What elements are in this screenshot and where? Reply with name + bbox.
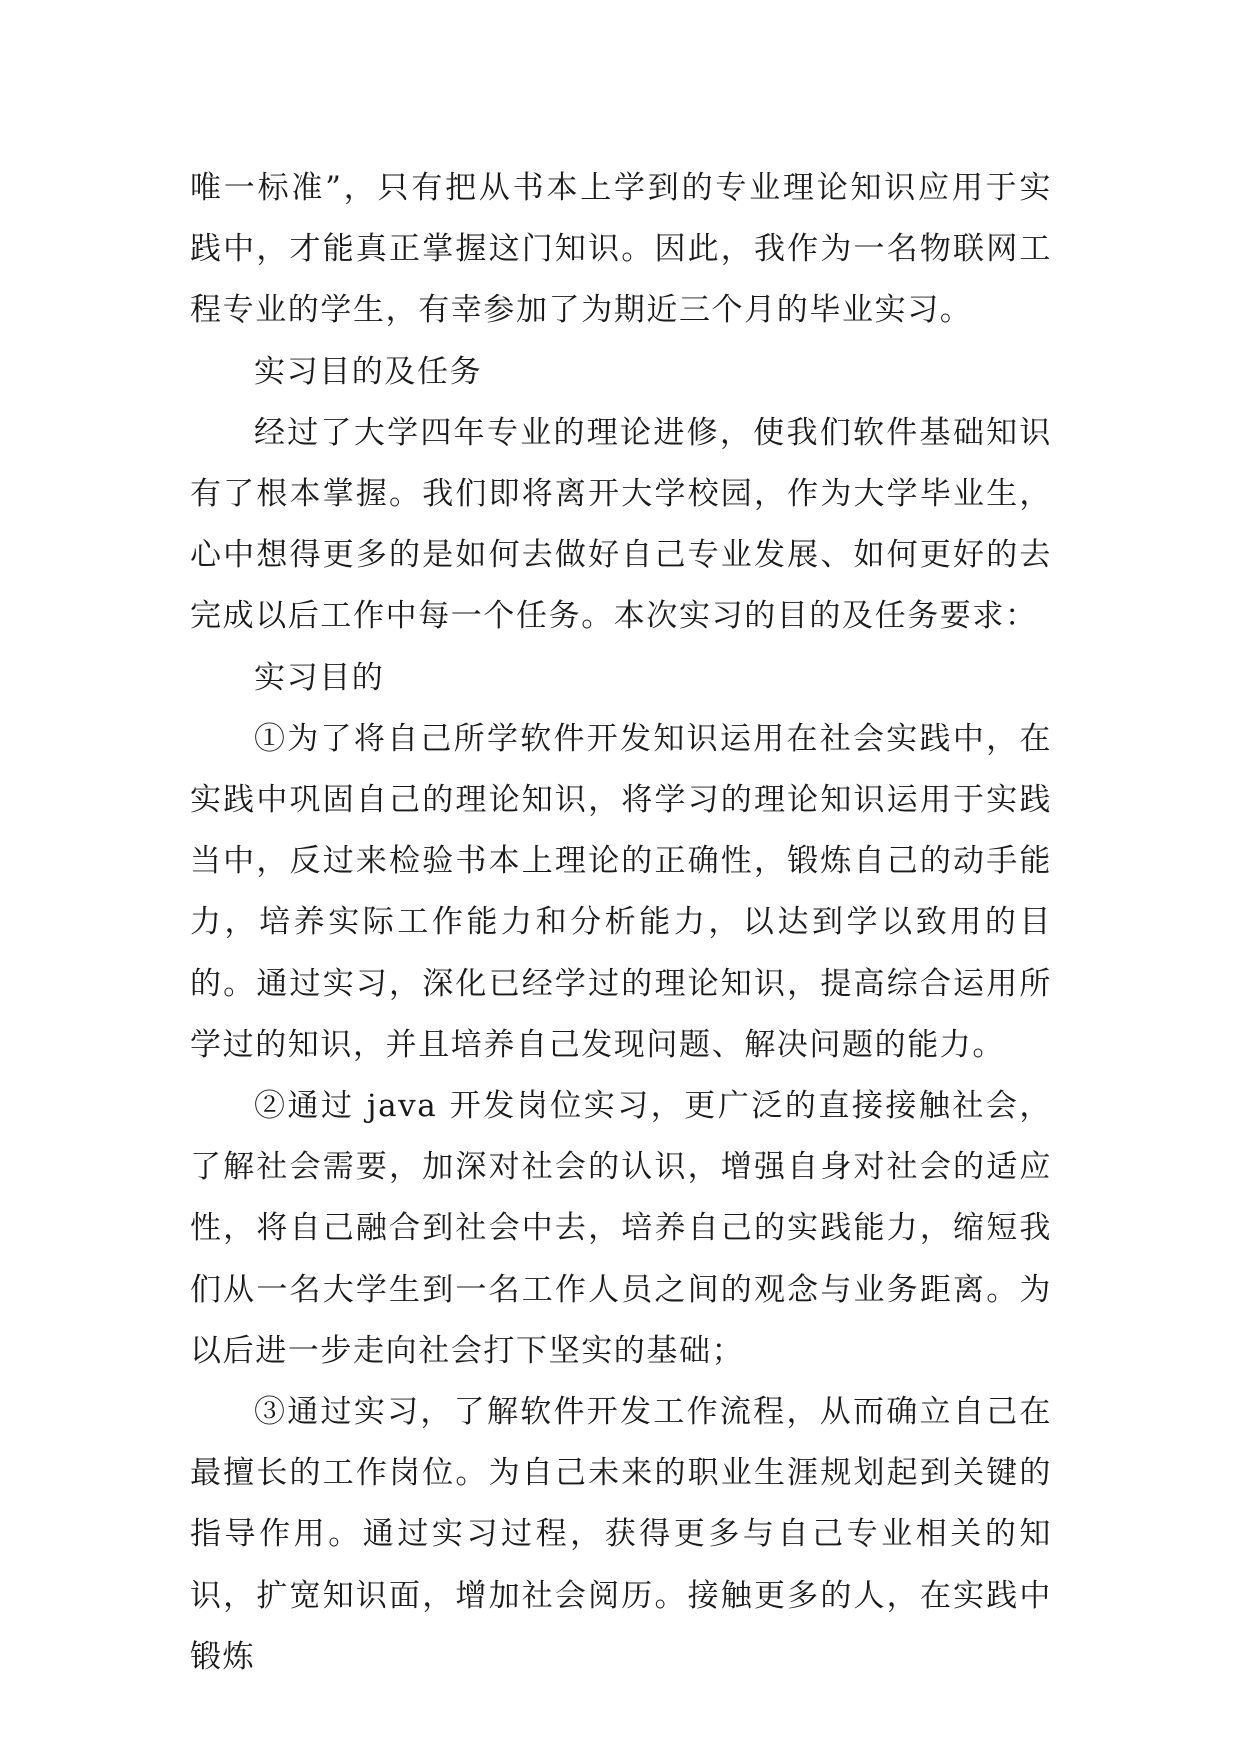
paragraph-item-2: ②通过 java 开发岗位实习，更广泛的直接接触社会，了解社会需要，加深对社会的认识，增强自身对社会的适应性，将自己融合到社会中去，培养自己的实践能力，缩短我们从一名大学生到一名工作人员之间的观念与业务距离。为以后进一步走向社会打下坚实的基础； bbox=[190, 1088, 1052, 1369]
document-body bbox=[190, 158, 1052, 1688]
paragraph-intro: 经过了大学四年专业的理论进修，使我们软件基础知识有了根本掌握。我们即将离开大学校园，作为大学毕业生，心中想得更多的是如何去做好自己专业发展、如何更好的去完成以后工作中每一个任务。本次实习的目的及任务要求： bbox=[190, 414, 1052, 635]
heading-purpose-and-tasks: 实习目的及任务 bbox=[254, 353, 483, 390]
heading-purpose: 实习目的 bbox=[254, 659, 385, 696]
paragraph-item-3: ③通过实习，了解软件开发工作流程，从而确立自己在最擅长的工作岗位。为自己未来的职业生涯规划起到关键的指导作用。通过实习过程，获得更多与自己专业相关的知识，扩宽知识面，增加社会阅历。接触更多的人，在实践中锻炼 bbox=[190, 1394, 1052, 1675]
paragraph-item-1: ①为了将自己所学软件开发知识运用在社会实践中，在实践中巩固自己的理论知识，将学习的理论知识运用于实践当中，反过来检验书本上理论的正确性，锻炼自己的动手能力，培养实际工作能力和分析能力，以达到学以致用的目的。通过实习，深化已经学过的理论知识，提高综合运用所学过的知识，并且培养自己发现问题、解决问题的能力。 bbox=[190, 720, 1052, 1063]
paragraph-continuation: 唯一标准”，只有把从书本上学到的专业理论知识应用于实践中，才能真正掌握这门知识。因此，我作为一名物联网工程专业的学生，有幸参加了为期近三个月的毕业实习。 bbox=[190, 170, 1052, 329]
